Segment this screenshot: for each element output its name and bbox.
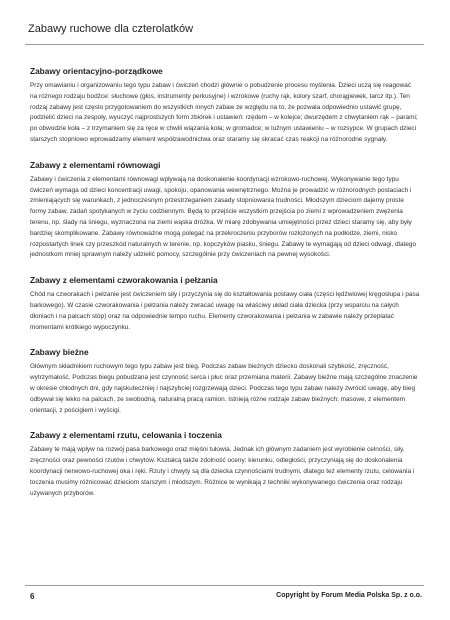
running-title: Zabawy ruchowe dla czterolatków [28, 23, 194, 35]
section-body: Przy omawianiu i organizowaniu tego typu zabaw i ćwiczeń chodzi głównie o pobudzenie procesu myślenia. Dzieci uczą się reagować na różnego rodzaju bodźce: słuchowe (głos, instrumenty perkusyjne) i wzrokowe (ruchy rąk, kolory szarf, chorągiewek, tarcz itp.). Ten rodzaj zabawy jest często przygotowaniem do wszystkich innych zabaw ze względu na to, że pozwala odpowiednio ustawić grupę, podzielić dzieci na zespoły, wyuczyć najprostszych form zbiórek i ustawień: rzędem – w kolejce; dwurzędem z chwytaniem rąk – parami; po obwodzie koła – z trzymaniem się za ręce w chwili wiązania koła; w gromadce; w luźnym ustawieniu – w rozsypce. W grupach dzieci starszych stopniowo wprowadzamy element współzawodnictwa oraz staramy się skracać czas reakcji na różnorodne sygnały. [30, 82, 418, 143]
section-heading: Zabawy z elementami równowagi [30, 159, 161, 170]
page-header [25, 18, 424, 45]
page-content [30, 52, 420, 499]
section-body: Zabawy i ćwiczenia z elementami równowagi wpływają na doskonalenie koordynacji wzrokowo-ruchowej. Wykonywanie tego typu ćwiczeń wymaga od dzieci koncentracji uwagi, spokoju, opanowania wewnętrznego. Można je prowadzić w różnorodnych postaciach i zmieniających się warunkach, z jednoczesnym przestrzeganiem zasady stopniowania trudności. Młodszym dzieciom dajemy proste formy zabaw, zadań spotykanych w życiu codziennym. Będą to przejście wszystkim przejścia po ziemi z wprowadzeniem zwężenia terenu, np. ślady na śniegu, wyznaczona na ziemi wąska dróżka. W miarę zdobywania umiejętności przez dzieci staramy się, aby były bardziej skomplikowane. Zabawy równoważne mogą polegać na przekroczeniu przyborów rozłożonych na podłodze, ziemi, nisko rozpostartych linek czy przeszkód naturalnych w terenie, np. kopczyków piasku, śniegu. Zabawy te wymagają od dzieci odwagi, dlatego jednostkom mniej sprawnym należy udzielić pomocy, szczególnie przy ćwiczeniach na pewnej wysokości. [30, 175, 417, 259]
copyright-notice: Copyright by Forum Media Polska Sp. z o.o. [276, 592, 422, 599]
section-heading: Zabawy z elementami czworakowania i pełzania [30, 275, 218, 286]
section-orientation [30, 66, 420, 146]
section-balance [30, 160, 420, 261]
section-body: Zabawy te mają wpływ na rozwój pasa barkowego oraz mięśni tułowia. Jednak ich głównym zadaniem jest wyrobienie celności, siły, zręczności oraz pewności rzutów i chwytów. Kształcą także zdolność oceny: kierunku, odległości, przyczyniają się do doskonalenia koordynacji nerwowo-ruchowej oka i ręki. Rzuty i chwyty są dla dziecka czynnościami trudnymi, dlatego też elementy rzutu, celowania i toczenia musimy różnicować dzieciom starszym i młodszym. Różnice te wynikają z techniki wykonywanego ćwiczenia oraz rodzaju używanych przyborów. [30, 446, 415, 497]
section-crawling [30, 275, 420, 333]
section-throwing [30, 430, 420, 499]
section-heading: Zabawy bieżne [30, 347, 89, 358]
section-heading: Zabawy z elementami rzutu, celowania i toczenia [30, 430, 222, 441]
section-running [30, 347, 420, 416]
section-body: Chód na czworakach i pełzanie jest ćwiczeniem siły i przyczynia się do kształtowania postawy ciała (części lędźwiowej kręgosłupa i pasa barkowego). W czasie czworakowania i pełzania należy zwracać uwagę na właściwy układ ciała dziecka (przy wsparciu na całych dłoniach i na palcach stóp) oraz na odpowiednie tempo ruchu. Elementy czworakowania i pełzania w zabawie należy przeplatać momentami krótkiego wypoczynku. [30, 291, 420, 331]
page-number: 6 [30, 592, 35, 601]
section-body: Głównym składnikiem ruchowym tego typu zabaw jest bieg. Podczas zabaw bieżnych dziecko doskonali szybkość, zręczność, wytrzymałość. Podczas biegu pobudzana jest czynność serca i płuc oraz przemiana materii. Zabawy bieżne mają szczególne znaczenie w okresie chłodnych dni, gdy najskuteczniej i najszybciej rozgrzewają dzieci. Podczas tego typu zabaw należy zwrócić uwagę, aby bieg odbywał się lekko na palcach, ze swobodną, naturalną pracą ramion. Istnieją różne rodzaje zabaw bieżnych: masowe, z elementem orientacji, z pościgiem i wyścigi. [30, 363, 418, 414]
page-footer [25, 585, 424, 601]
section-heading: Zabawy orientacyjno-porządkowe [30, 66, 163, 76]
